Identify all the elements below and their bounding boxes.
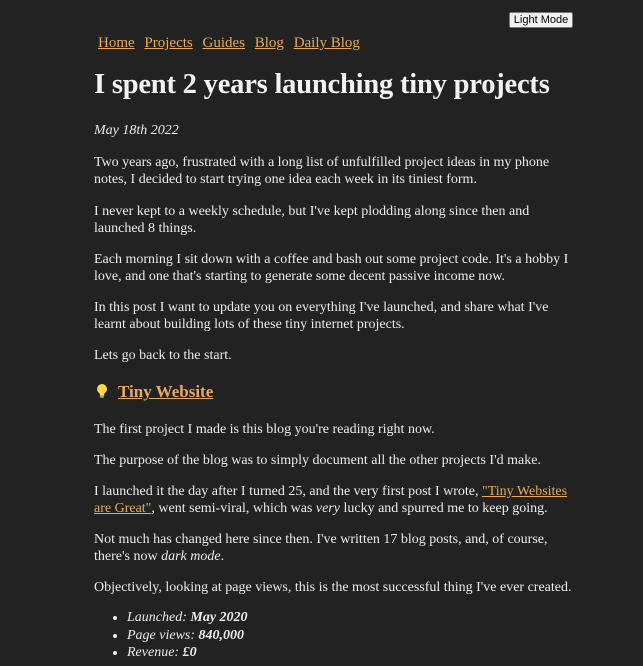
tiny-websites-post-link[interactable]: "Tiny Websites are Great" [94, 484, 568, 516]
intro-paragraph-2: I never kept to a weekly schedule, but I've kept plodding along since then and launched 8 things. [94, 204, 530, 236]
post-title: I spent 2 years launching tiny projects [94, 69, 550, 100]
nav-link-projects[interactable]: Projects [144, 35, 193, 51]
section-paragraph-4: Not much has changed here since then. I've written 17 blog posts, and, of course, there's now dark mode. [94, 532, 548, 564]
list-item: • Revenue: £0 [127, 644, 248, 662]
intro-paragraph-4: In this post I want to update you on everything I've launched, and share what I've learnt about building lots of these tiny internet projects. [94, 300, 549, 332]
section-paragraph-3: I launched it the day after I turned 25, and the very first post I wrote, "Tiny Websites are Great", went semi-viral, which was very lucky and spurred me to keep going. [94, 484, 568, 516]
section-heading-link[interactable]: Tiny Website [118, 382, 214, 401]
lightbulb-icon [94, 383, 110, 399]
section-paragraph-5: Objectively, looking at page views, this is the most successful thing I've ever created. [94, 580, 572, 595]
emphasis-very: very [315, 501, 340, 516]
list-item: • Launched: May 2020 [127, 609, 248, 627]
intro-paragraph-3: Each morning I sit down with a coffee and bash out some project code. It's a hobby I love, and one that's starting to generate some decent passive income now. [94, 252, 569, 284]
light-mode-button[interactable]: Light Mode [509, 12, 573, 28]
intro-paragraph-5: Lets go back to the start. [94, 348, 232, 363]
section-heading [94, 382, 213, 402]
nav-link-blog[interactable]: Blog [254, 35, 284, 51]
nav-link-daily-blog[interactable]: Daily Blog [293, 35, 360, 51]
list-item: • Page views: 840,000 [127, 627, 248, 645]
nav-link-guides[interactable]: Guides [202, 35, 245, 51]
emphasis-dark-mode: dark mode [161, 549, 221, 564]
section-paragraph-2: The purpose of the blog was to simply document all the other projects I'd make. [94, 453, 541, 468]
section-paragraph-1: The first project I made is this blog you're reading right now. [94, 422, 435, 437]
nav-link-home[interactable]: Home [98, 35, 135, 51]
intro-paragraph-1: Two years ago, frustrated with a long list of unfulfilled project ideas in my phone notes, I decided to start trying one idea each week in its tiniest form. [94, 155, 550, 187]
project-stats-list [94, 609, 248, 662]
site-nav [98, 35, 366, 52]
post-date: May 18th 2022 [94, 123, 179, 138]
